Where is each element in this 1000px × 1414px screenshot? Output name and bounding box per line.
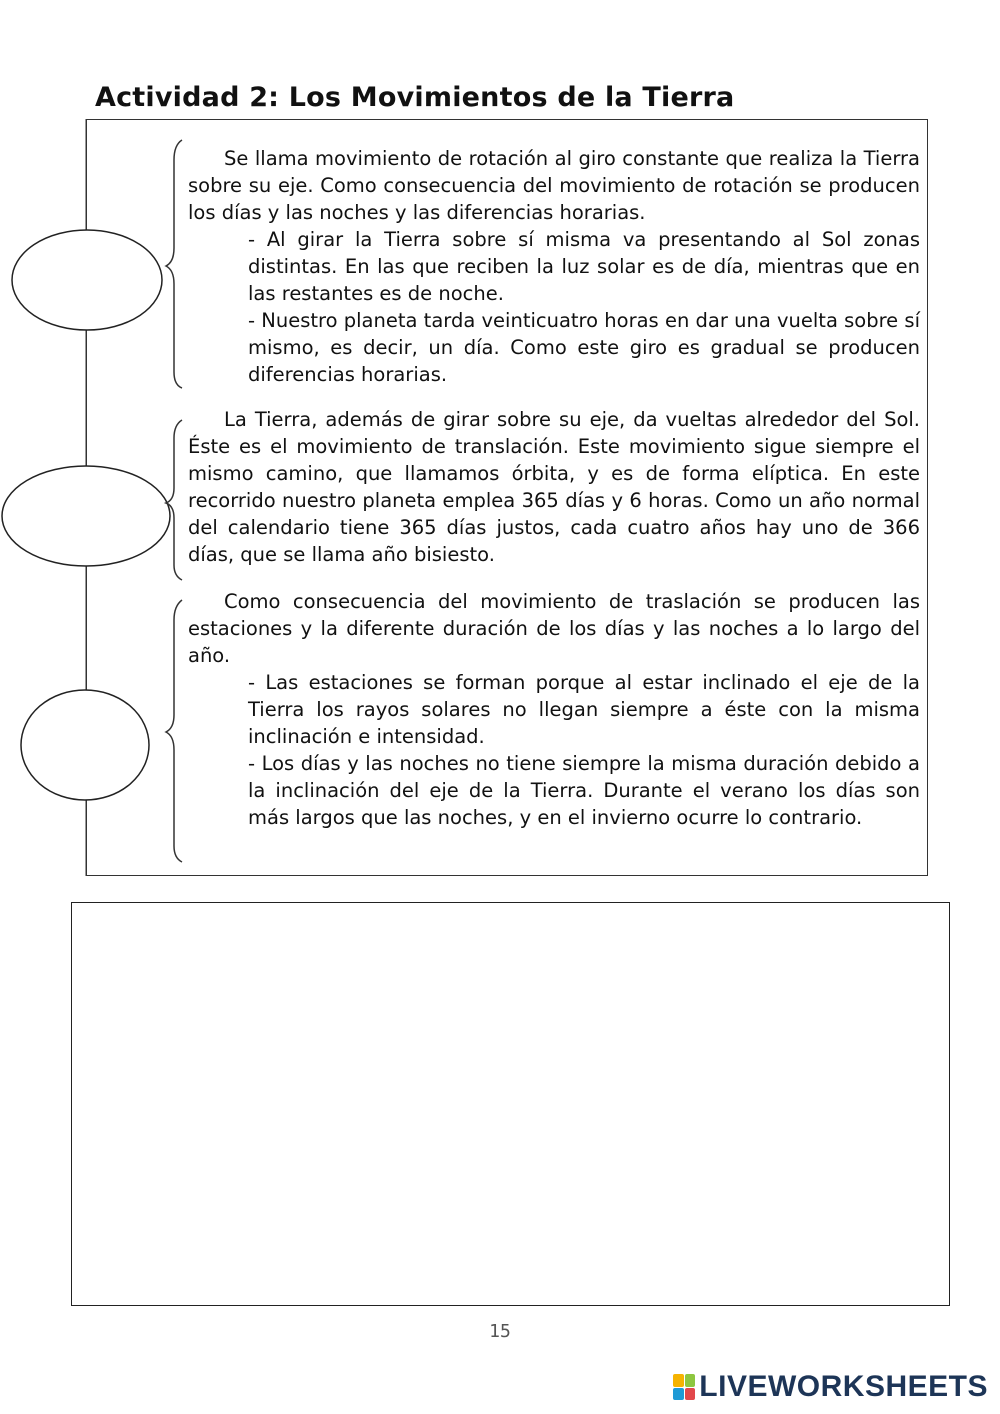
section-3-intro: Como consecuencia del movimiento de traslación se producen las estaciones y la diferente duración de los días y las noches a lo largo del año. xyxy=(188,590,920,667)
logo-tile-3 xyxy=(673,1388,684,1401)
brand-footer xyxy=(673,1370,988,1404)
logo-tile-1 xyxy=(673,1374,684,1387)
answer-ellipse-3 xyxy=(21,690,149,800)
brace-1 xyxy=(166,140,182,388)
page-number: 15 xyxy=(489,1321,511,1342)
logo-tile-4 xyxy=(685,1388,696,1401)
answer-ellipse-2 xyxy=(2,466,170,566)
rotation-text-block xyxy=(188,145,920,388)
translation-text-block xyxy=(188,406,920,568)
section-2-intro: La Tierra, además de girar sobre su eje, da vueltas alrededor del Sol. Éste es el movimiento de translación. Este movimiento sigue siempre el mismo camino, que llamamos órbita, y es de forma elíptica. En este recorrido nuestro planeta emplea 365 días y 6 horas. Como un año normal del calendario tiene 365 días justos, cada cuatro años hay uno de 366 días, que se llama año bisiesto. xyxy=(188,408,920,566)
page-title: Actividad 2: Los Movimientos de la Tierra xyxy=(95,82,735,113)
section-3-bullet-2: - Los días y las noches no tiene siempre la misma duración debido a la inclinación del eje de la Tierra. Durante el verano los días son más largos que las noches, y en el invierno ocurre lo contrario. xyxy=(248,752,920,829)
section-3-bullet-1: - Las estaciones se forman porque al estar inclinado el eje de la Tierra los rayos solares no llegan siempre a éste con la misma inclinación e intensidad. xyxy=(248,671,920,748)
brace-3 xyxy=(166,600,182,862)
answer-ellipse-1 xyxy=(12,230,162,330)
seasons-text-block xyxy=(188,588,920,831)
liveworksheets-logo-icon xyxy=(673,1374,695,1400)
brand-name: LIVEWORKSHEETS xyxy=(699,1370,988,1403)
section-1-bullet-2: - Nuestro planeta tarda veinticuatro horas en dar una vuelta sobre sí mismo, es decir, un día. Como este giro es gradual se producen diferencias horarias. xyxy=(248,309,920,386)
brace-2 xyxy=(166,420,182,580)
section-1-intro: Se llama movimiento de rotación al giro constante que realiza la Tierra sobre su eje. Como consecuencia del movimiento de rotación se producen los días y las noches y las diferencias horarias. xyxy=(188,147,920,224)
drawing-answer-box[interactable] xyxy=(71,902,950,1306)
section-1-bullet-1: - Al girar la Tierra sobre sí misma va presentando al Sol zonas distintas. En las que reciben la luz solar es de día, mientras que en las restantes es de noche. xyxy=(248,228,920,305)
logo-tile-2 xyxy=(685,1374,696,1387)
